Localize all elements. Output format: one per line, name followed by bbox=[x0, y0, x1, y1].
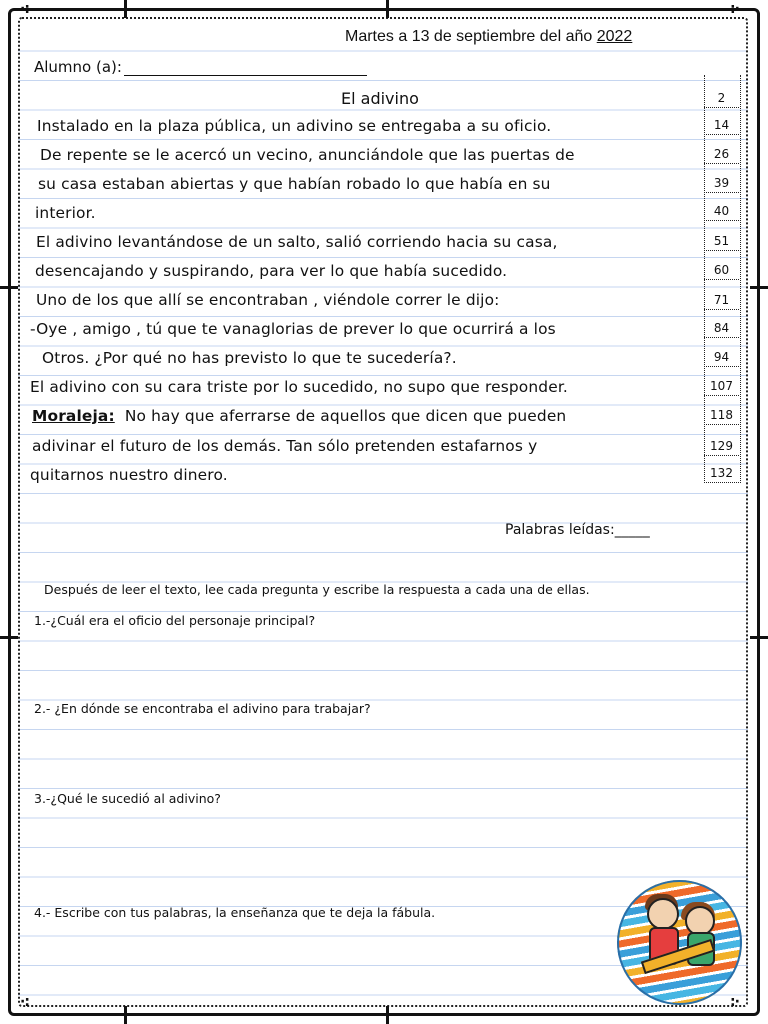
date-year: 2022 bbox=[596, 28, 633, 45]
moral-line bbox=[32, 407, 566, 425]
word-count: 118 bbox=[704, 407, 739, 425]
word-count: 129 bbox=[704, 438, 739, 456]
word-count: 14 bbox=[704, 117, 739, 135]
student-name-line[interactable] bbox=[124, 63, 367, 76]
reading-line: De repente se le acercó un vecino, anunciándole que las puertas de bbox=[40, 146, 575, 164]
question-1: 1.-¿Cuál era el oficio del personaje principal? bbox=[34, 613, 316, 628]
reading-line: interior. bbox=[35, 204, 96, 222]
student-label: Alumno (a): bbox=[34, 58, 122, 76]
reading-line: adivinar el futuro de los demás. Tan sólo pretenden estafarnos y bbox=[32, 437, 538, 455]
student-name-field[interactable] bbox=[34, 58, 367, 76]
reading-line: su casa estaban abiertas y que habían robado lo que había en su bbox=[38, 175, 551, 193]
question-4: 4.- Escribe con tus palabras, la enseñanza que te deja la fábula. bbox=[34, 905, 436, 920]
frame-tick bbox=[124, 1006, 127, 1024]
word-count: 71 bbox=[704, 292, 739, 310]
reading-line: Uno de los que allí se encontraban , viéndole correr le dijo: bbox=[36, 291, 500, 309]
reading-line: desencajando y suspirando, para ver lo que había sucedido. bbox=[35, 262, 508, 280]
frame-tick bbox=[750, 286, 768, 289]
word-count: 84 bbox=[704, 320, 739, 338]
date-text: Martes a 13 de septiembre del año bbox=[345, 28, 593, 45]
word-count: 94 bbox=[704, 349, 739, 367]
word-count: 26 bbox=[704, 146, 739, 164]
frame-tick bbox=[386, 1006, 389, 1024]
word-count: 39 bbox=[704, 175, 739, 193]
reading-title: El adivino bbox=[341, 89, 419, 108]
corner-dots: ·: bbox=[20, 1, 29, 17]
corner-dots: ·: bbox=[20, 994, 29, 1010]
moral-label: Moraleja: bbox=[32, 407, 115, 425]
word-count: 107 bbox=[704, 378, 739, 396]
moral-text: No hay que aferrarse de aquellos que dicen que pueden bbox=[124, 407, 567, 425]
frame-tick bbox=[0, 636, 18, 639]
reading-line: El adivino levantándose de un salto, salió corriendo hacia su casa, bbox=[36, 233, 558, 251]
reading-line: Otros. ¿Por qué no has previsto lo que te sucedería?. bbox=[42, 349, 457, 367]
reading-line: -Oye , amigo , tú que te vanaglorias de prever lo que ocurrirá a los bbox=[30, 320, 556, 338]
word-count: 2 bbox=[704, 90, 739, 108]
lined-paper bbox=[18, 17, 748, 1010]
reading-line: Instalado en la plaza pública, un adivino se entregaba a su oficio. bbox=[37, 117, 552, 135]
reading-line: El adivino con su cara triste por lo sucedido, no supo que responder. bbox=[30, 378, 568, 396]
corner-dots: :· bbox=[730, 1, 739, 17]
word-count: 40 bbox=[704, 203, 739, 221]
frame-tick bbox=[124, 0, 127, 18]
words-read-field[interactable]: Palabras leídas:_____ bbox=[505, 522, 650, 538]
materiales-didacticos-logo-icon bbox=[617, 880, 742, 1005]
frame-tick bbox=[0, 286, 18, 289]
word-count: 51 bbox=[704, 233, 739, 251]
corner-dots: :· bbox=[730, 994, 739, 1010]
question-3: 3.-¿Qué le sucedió al adivino? bbox=[34, 791, 221, 806]
question-2: 2.- ¿En dónde se encontraba el adivino para trabajar? bbox=[34, 701, 371, 716]
instructions: Después de leer el texto, lee cada pregunta y escribe la respuesta a cada una de ellas. bbox=[44, 582, 590, 597]
frame-tick bbox=[750, 636, 768, 639]
frame-tick bbox=[386, 0, 389, 18]
kid-face-icon bbox=[647, 898, 679, 930]
word-count: 132 bbox=[704, 465, 739, 483]
date-line bbox=[345, 28, 632, 46]
reading-line: quitarnos nuestro dinero. bbox=[30, 466, 228, 484]
word-count: 60 bbox=[704, 262, 739, 280]
